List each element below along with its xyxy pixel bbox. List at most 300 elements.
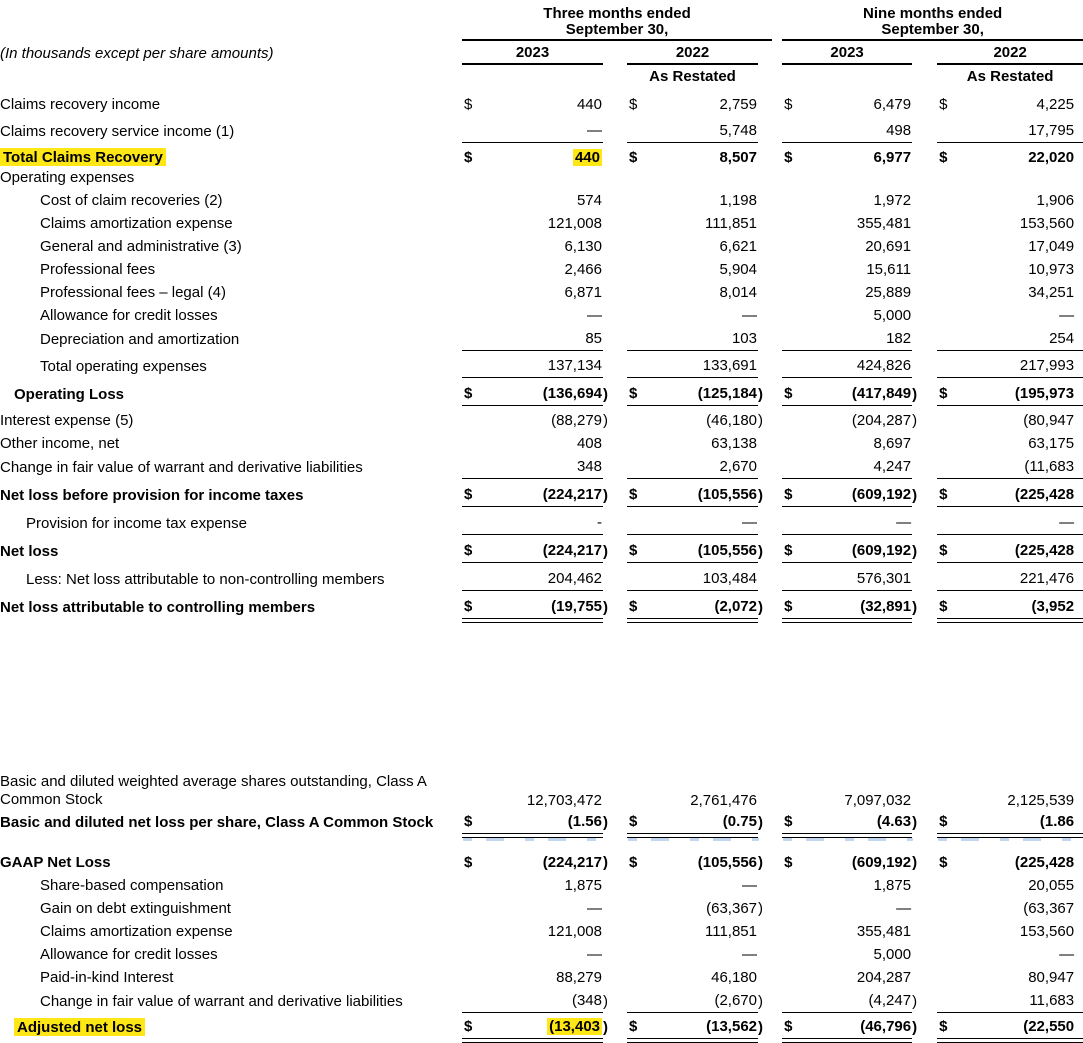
column-gap bbox=[617, 940, 627, 963]
paren-cell: ) bbox=[758, 542, 763, 560]
paren-cell bbox=[1075, 940, 1083, 963]
column-gap bbox=[772, 113, 782, 143]
row-label-text: Total Claims Recovery bbox=[0, 148, 166, 166]
amount-cell: 6,621 bbox=[719, 238, 757, 255]
dollar-sign-cell bbox=[462, 209, 482, 232]
amount-cell: (224,217 bbox=[482, 479, 603, 507]
amount-cell: — bbox=[587, 900, 602, 917]
column-gap bbox=[772, 85, 782, 113]
amount-cell: 85 bbox=[482, 324, 603, 351]
dollar-sign-cell bbox=[627, 209, 647, 232]
amount-cell: 17,795 bbox=[957, 113, 1075, 143]
table-row bbox=[0, 1013, 1083, 1039]
paren-cell bbox=[1075, 232, 1083, 255]
column-gap bbox=[617, 351, 627, 378]
paren-cell bbox=[1075, 143, 1083, 167]
dollar-sign-cell bbox=[937, 452, 957, 479]
column-gap bbox=[772, 809, 782, 834]
dollar-sign-cell bbox=[782, 563, 802, 591]
row-label bbox=[0, 591, 462, 619]
column-gap bbox=[926, 232, 937, 255]
table-row bbox=[0, 591, 1083, 619]
amount-cell: — bbox=[742, 877, 757, 894]
amount-cell: 153,560 bbox=[1019, 215, 1075, 232]
amount-cell: 22,020 bbox=[1028, 149, 1075, 166]
column-gap bbox=[617, 535, 627, 563]
amount-cell: (32,891 bbox=[802, 591, 912, 619]
column-gap bbox=[772, 351, 782, 378]
paren-cell: ) bbox=[758, 992, 763, 1010]
paren-cell: ) bbox=[912, 486, 918, 504]
dollar-sign-cell bbox=[782, 917, 802, 940]
paren-cell: ) bbox=[912, 385, 918, 403]
dollar-sign-cell bbox=[937, 186, 957, 209]
dollar-sign-cell bbox=[627, 917, 647, 940]
year-column: 2023 bbox=[782, 40, 912, 64]
table-row bbox=[0, 563, 1083, 591]
period-header-row bbox=[0, 6, 1083, 40]
column-gap bbox=[772, 301, 782, 324]
dollar-sign-cell bbox=[462, 351, 482, 378]
dollar-sign-cell: $ bbox=[464, 96, 473, 113]
row-label bbox=[0, 963, 462, 986]
row-label-text: Change in fair value of warrant and derivative liabilities bbox=[40, 992, 403, 1010]
dollar-sign-cell bbox=[782, 232, 802, 255]
row-label bbox=[0, 301, 462, 324]
dollar-sign-cell bbox=[462, 917, 482, 940]
row-label-text: Depreciation and amortization bbox=[40, 330, 240, 348]
dollar-sign-cell bbox=[627, 769, 647, 809]
column-gap bbox=[926, 848, 937, 871]
row-label bbox=[0, 479, 462, 507]
row-label bbox=[0, 894, 462, 917]
header-gap bbox=[617, 40, 627, 64]
dollar-sign-cell bbox=[937, 406, 957, 430]
highlighted-amount: (13,403 bbox=[549, 1018, 600, 1035]
dollar-sign-cell bbox=[462, 186, 482, 209]
header-spacer bbox=[0, 64, 462, 85]
year-header-row bbox=[0, 40, 1083, 64]
column-gap bbox=[772, 479, 782, 507]
paren-cell bbox=[758, 917, 772, 940]
amount-cell: 574 bbox=[576, 192, 602, 209]
amount-cell: 182 bbox=[802, 324, 912, 351]
table-row bbox=[0, 848, 1083, 871]
paren-cell bbox=[1075, 429, 1083, 452]
dollar-sign-cell bbox=[782, 963, 802, 986]
amount-cell: 111,851 bbox=[705, 923, 757, 940]
row-label-text: Basic and diluted weighted average shares outstanding, Class A Common Stock bbox=[0, 773, 427, 808]
row-label bbox=[0, 378, 462, 406]
paren-cell: ) bbox=[912, 542, 918, 560]
paren-cell bbox=[912, 871, 926, 894]
amount-cell: 8,697 bbox=[873, 435, 912, 452]
artifact-dash bbox=[783, 838, 913, 841]
row-label-text: Net loss bbox=[0, 542, 59, 560]
dollar-sign-cell bbox=[462, 429, 482, 452]
table-row bbox=[0, 378, 1083, 406]
dollar-sign-cell: $ bbox=[937, 378, 957, 406]
amount-cell: 63,138 bbox=[711, 435, 757, 452]
dollar-sign-cell bbox=[782, 113, 802, 143]
paren-cell bbox=[912, 143, 926, 167]
column-gap bbox=[617, 85, 627, 113]
amount-cell: 46,180 bbox=[711, 969, 757, 986]
amount-cell: (11,683 bbox=[957, 452, 1075, 479]
paren-cell bbox=[912, 232, 926, 255]
row-label-text: Allowance for credit losses bbox=[40, 946, 218, 963]
header-gap bbox=[926, 40, 937, 64]
dollar-sign-cell: $ bbox=[937, 479, 957, 507]
table-row bbox=[0, 917, 1083, 940]
column-gap bbox=[926, 378, 937, 406]
paren-cell bbox=[912, 917, 926, 940]
paren-cell bbox=[603, 507, 617, 535]
paren-cell bbox=[1075, 507, 1083, 535]
row-label-text: Claims recovery income bbox=[0, 96, 161, 113]
amount-cell: 408 bbox=[576, 435, 602, 452]
column-gap bbox=[772, 871, 782, 894]
paren-cell: ) bbox=[912, 412, 918, 429]
row-label-text: Total operating expenses bbox=[40, 357, 207, 375]
column-gap bbox=[617, 591, 627, 619]
paren-cell bbox=[603, 351, 617, 378]
paren-cell bbox=[603, 301, 617, 324]
paren-cell: ) bbox=[912, 854, 918, 871]
dollar-sign-cell bbox=[627, 871, 647, 894]
as-restated-label: As Restated bbox=[649, 68, 736, 85]
amount-cell: (224,217 bbox=[542, 854, 602, 871]
amount-cell: (3,952 bbox=[957, 591, 1075, 619]
column-gap bbox=[926, 143, 937, 167]
dollar-sign-cell bbox=[782, 507, 802, 535]
amount-cell: (88,279 bbox=[551, 412, 602, 429]
dollar-sign-cell: $ bbox=[627, 809, 647, 834]
amount-cell: (46,796 bbox=[802, 1013, 912, 1039]
amount-cell: (63,367 bbox=[1023, 900, 1075, 917]
paren-cell bbox=[1075, 452, 1083, 479]
amount-cell: (105,556 bbox=[647, 535, 758, 563]
dollar-sign-cell bbox=[782, 209, 802, 232]
amount-cell: — bbox=[1059, 946, 1075, 963]
amount-cell: — bbox=[482, 113, 603, 143]
row-label-text: GAAP Net Loss bbox=[0, 854, 111, 871]
column-gap bbox=[617, 301, 627, 324]
amount-cell: 2,125,539 bbox=[1007, 792, 1075, 809]
column-gap bbox=[772, 278, 782, 301]
dollar-sign-cell bbox=[937, 963, 957, 986]
amount-cell: (2,670 bbox=[647, 986, 758, 1013]
amount-cell: 1,875 bbox=[564, 877, 602, 894]
paren-cell: ) bbox=[603, 598, 608, 616]
dollar-sign-cell bbox=[462, 452, 482, 479]
column-gap bbox=[617, 406, 627, 430]
dollar-sign-cell: $ bbox=[937, 591, 957, 619]
amount-cell: 15,611 bbox=[866, 261, 912, 278]
paren-cell: ) bbox=[912, 813, 918, 831]
amount-cell: (609,192 bbox=[851, 854, 912, 871]
column-gap bbox=[772, 986, 782, 1013]
amount-cell: 6,130 bbox=[564, 238, 602, 255]
paren-cell bbox=[912, 113, 926, 143]
paren-cell bbox=[758, 940, 772, 963]
paren-cell bbox=[1075, 1013, 1083, 1039]
dollar-sign-cell bbox=[627, 940, 647, 963]
amount-cell: 103,484 bbox=[647, 563, 758, 591]
spacer-row bbox=[0, 619, 1083, 770]
dollar-sign-cell bbox=[782, 301, 802, 324]
dollar-sign-cell: $ bbox=[784, 149, 793, 166]
dollar-sign-cell bbox=[627, 963, 647, 986]
row-label-text: General and administrative (3) bbox=[40, 238, 242, 255]
amount-cell: (80,947 bbox=[1023, 412, 1075, 429]
header-spacer bbox=[758, 64, 772, 85]
amount-cell: (63,367 bbox=[706, 900, 757, 917]
row-label bbox=[0, 917, 462, 940]
dollar-sign-cell: $ bbox=[939, 96, 948, 113]
paren-cell bbox=[912, 563, 926, 591]
column-gap bbox=[772, 255, 782, 278]
paren-cell bbox=[1075, 591, 1083, 619]
table-row bbox=[0, 324, 1083, 351]
dollar-sign-cell: $ bbox=[937, 809, 957, 834]
table-row bbox=[0, 301, 1083, 324]
amount-cell: (125,184 bbox=[647, 378, 758, 406]
amount-cell: - bbox=[482, 507, 603, 535]
dollar-sign-cell: $ bbox=[627, 479, 647, 507]
amount-cell: (19,755 bbox=[482, 591, 603, 619]
paren-cell bbox=[758, 769, 772, 809]
amount-cell: 12,703,472 bbox=[526, 792, 602, 809]
dollar-sign-cell: $ bbox=[462, 378, 482, 406]
artifact-dash bbox=[628, 838, 759, 841]
column-gap bbox=[926, 535, 937, 563]
paren-cell bbox=[912, 894, 926, 917]
dollar-sign-cell bbox=[462, 113, 482, 143]
amount-cell: 204,462 bbox=[482, 563, 603, 591]
amount-cell: 10,973 bbox=[1028, 261, 1075, 278]
amount-cell: 103 bbox=[647, 324, 758, 351]
paren-cell bbox=[1075, 85, 1083, 113]
paren-cell bbox=[912, 940, 926, 963]
paren-cell: ) bbox=[758, 385, 763, 403]
paren-cell bbox=[603, 563, 617, 591]
dollar-sign-cell bbox=[627, 255, 647, 278]
paren-cell: ) bbox=[758, 486, 763, 504]
amount-cell: (2,072 bbox=[647, 591, 758, 619]
paren-cell bbox=[912, 351, 926, 378]
year-column: 2023 bbox=[462, 40, 603, 64]
column-gap bbox=[926, 186, 937, 209]
paren-cell bbox=[758, 563, 772, 591]
paren-cell bbox=[758, 452, 772, 479]
paren-cell bbox=[912, 963, 926, 986]
dollar-sign-cell: $ bbox=[629, 96, 638, 113]
dollar-sign-cell bbox=[782, 278, 802, 301]
dollar-sign-cell bbox=[627, 324, 647, 351]
table-row bbox=[0, 429, 1083, 452]
dollar-sign-cell: $ bbox=[782, 535, 802, 563]
paren-cell bbox=[1075, 963, 1083, 986]
paren-cell bbox=[912, 452, 926, 479]
dollar-sign-cell bbox=[937, 871, 957, 894]
row-label-text: Claims amortization expense bbox=[40, 923, 233, 940]
header-gap bbox=[772, 6, 782, 40]
paren-cell bbox=[603, 232, 617, 255]
dollar-sign-cell bbox=[937, 113, 957, 143]
row-label-text: Claims amortization expense bbox=[40, 215, 233, 232]
dollar-sign-cell bbox=[937, 507, 957, 535]
paren-cell bbox=[603, 209, 617, 232]
header-spacer bbox=[462, 64, 617, 85]
column-gap bbox=[772, 507, 782, 535]
dollar-sign-cell bbox=[782, 452, 802, 479]
column-gap bbox=[617, 563, 627, 591]
amount-cell: (105,556 bbox=[697, 854, 757, 871]
column-gap bbox=[617, 186, 627, 209]
row-label-text: Gain on debt extinguishment bbox=[40, 900, 231, 917]
row-label bbox=[0, 940, 462, 963]
column-gap bbox=[772, 429, 782, 452]
highlighted-amount: 440 bbox=[574, 149, 600, 166]
row-label-text: Operating expenses bbox=[0, 169, 135, 186]
dollar-sign-cell: $ bbox=[939, 149, 948, 166]
paren-cell bbox=[603, 278, 617, 301]
row-label bbox=[0, 351, 462, 378]
dollar-sign-cell: $ bbox=[627, 591, 647, 619]
amount-cell: 7,097,032 bbox=[844, 792, 912, 809]
table-row bbox=[0, 535, 1083, 563]
amount-cell: 355,481 bbox=[856, 923, 912, 940]
year-column: 2022 bbox=[627, 40, 758, 64]
amount-cell: 20,055 bbox=[1028, 877, 1075, 894]
dollar-sign-cell bbox=[627, 351, 647, 378]
paren-cell bbox=[758, 278, 772, 301]
column-gap bbox=[926, 452, 937, 479]
column-gap bbox=[772, 378, 782, 406]
row-label-text: Less: Net loss attributable to non-controlling members bbox=[26, 570, 385, 588]
paren-cell: ) bbox=[758, 900, 763, 917]
paren-cell bbox=[758, 324, 772, 351]
column-gap bbox=[772, 143, 782, 167]
paren-cell bbox=[603, 255, 617, 278]
dollar-sign-cell bbox=[462, 871, 482, 894]
paren-cell bbox=[758, 429, 772, 452]
column-gap bbox=[926, 507, 937, 535]
dollar-sign-cell bbox=[937, 894, 957, 917]
column-gap bbox=[617, 278, 627, 301]
column-gap bbox=[617, 479, 627, 507]
amount-cell: — bbox=[587, 307, 602, 324]
paren-cell bbox=[603, 769, 617, 809]
row-label bbox=[0, 507, 462, 535]
header-gap bbox=[912, 40, 926, 64]
row-label bbox=[0, 186, 462, 209]
dollar-sign-cell: $ bbox=[784, 854, 793, 871]
dollar-sign-cell bbox=[937, 255, 957, 278]
paren-cell bbox=[603, 113, 617, 143]
amount-cell: 5,904 bbox=[719, 261, 757, 278]
amount-cell: — bbox=[587, 946, 602, 963]
dollar-sign-cell: $ bbox=[627, 1013, 647, 1039]
paren-cell bbox=[603, 894, 617, 917]
paren-cell bbox=[1075, 986, 1083, 1013]
table-row bbox=[0, 85, 1083, 113]
column-gap bbox=[772, 963, 782, 986]
dollar-sign-cell: $ bbox=[782, 378, 802, 406]
row-label-text: Paid-in-kind Interest bbox=[40, 969, 174, 986]
column-gap bbox=[617, 769, 627, 809]
row-label-text: Cost of claim recoveries (2) bbox=[40, 192, 223, 209]
paren-cell bbox=[1075, 209, 1083, 232]
column-gap bbox=[617, 429, 627, 452]
amount-cell: (609,192 bbox=[802, 535, 912, 563]
units-note: (In thousands except per share amounts) bbox=[0, 45, 274, 62]
row-label bbox=[0, 809, 462, 834]
amount-cell bbox=[482, 143, 603, 167]
dollar-sign-cell bbox=[462, 278, 482, 301]
amount-cell: (22,550 bbox=[957, 1013, 1075, 1039]
paren-cell bbox=[758, 232, 772, 255]
paren-cell bbox=[1075, 535, 1083, 563]
spacer-cell bbox=[0, 619, 1083, 770]
dollar-sign-cell bbox=[937, 917, 957, 940]
row-label-text: Provision for income tax expense bbox=[26, 514, 247, 532]
empty-cells bbox=[462, 166, 1083, 186]
paren-cell bbox=[1075, 917, 1083, 940]
column-gap bbox=[772, 186, 782, 209]
dollar-sign-cell: $ bbox=[782, 809, 802, 834]
dollar-sign-cell bbox=[937, 986, 957, 1013]
paren-cell: ) bbox=[758, 598, 763, 616]
amount-cell: 6,977 bbox=[873, 149, 912, 166]
column-gap bbox=[772, 940, 782, 963]
dollar-sign-cell bbox=[782, 986, 802, 1013]
paren-cell: ) bbox=[912, 598, 918, 616]
column-gap bbox=[772, 324, 782, 351]
amount-cell: 498 bbox=[802, 113, 912, 143]
amount-cell: 6,479 bbox=[873, 96, 912, 113]
paren-cell: ) bbox=[603, 486, 608, 504]
amount-cell: 6,871 bbox=[564, 284, 602, 301]
amount-cell bbox=[482, 1013, 603, 1039]
dollar-sign-cell: $ bbox=[462, 809, 482, 834]
amount-cell: 1,198 bbox=[719, 192, 757, 209]
column-gap bbox=[617, 1013, 627, 1039]
column-gap bbox=[617, 143, 627, 167]
row-label bbox=[0, 143, 462, 167]
amount-cell: 121,008 bbox=[547, 215, 602, 232]
amount-cell: 5,000 bbox=[873, 307, 912, 324]
table-row bbox=[0, 809, 1083, 834]
dollar-sign-cell bbox=[937, 429, 957, 452]
paren-cell bbox=[1075, 871, 1083, 894]
column-gap bbox=[926, 963, 937, 986]
dollar-sign-cell: $ bbox=[627, 378, 647, 406]
paren-cell bbox=[1075, 563, 1083, 591]
dollar-sign-cell bbox=[627, 452, 647, 479]
dollar-sign-cell: $ bbox=[462, 535, 482, 563]
paren-cell: ) bbox=[758, 813, 763, 831]
row-label-text: Claims recovery service income (1) bbox=[0, 122, 235, 140]
period-line2: September 30, bbox=[565, 21, 669, 38]
row-label-text: Professional fees bbox=[40, 261, 156, 278]
blue-scan-artifacts bbox=[0, 834, 1083, 848]
column-gap bbox=[926, 406, 937, 430]
amount-cell: 17,049 bbox=[1028, 238, 1075, 255]
amount-cell: (225,428 bbox=[957, 535, 1075, 563]
column-gap bbox=[617, 963, 627, 986]
